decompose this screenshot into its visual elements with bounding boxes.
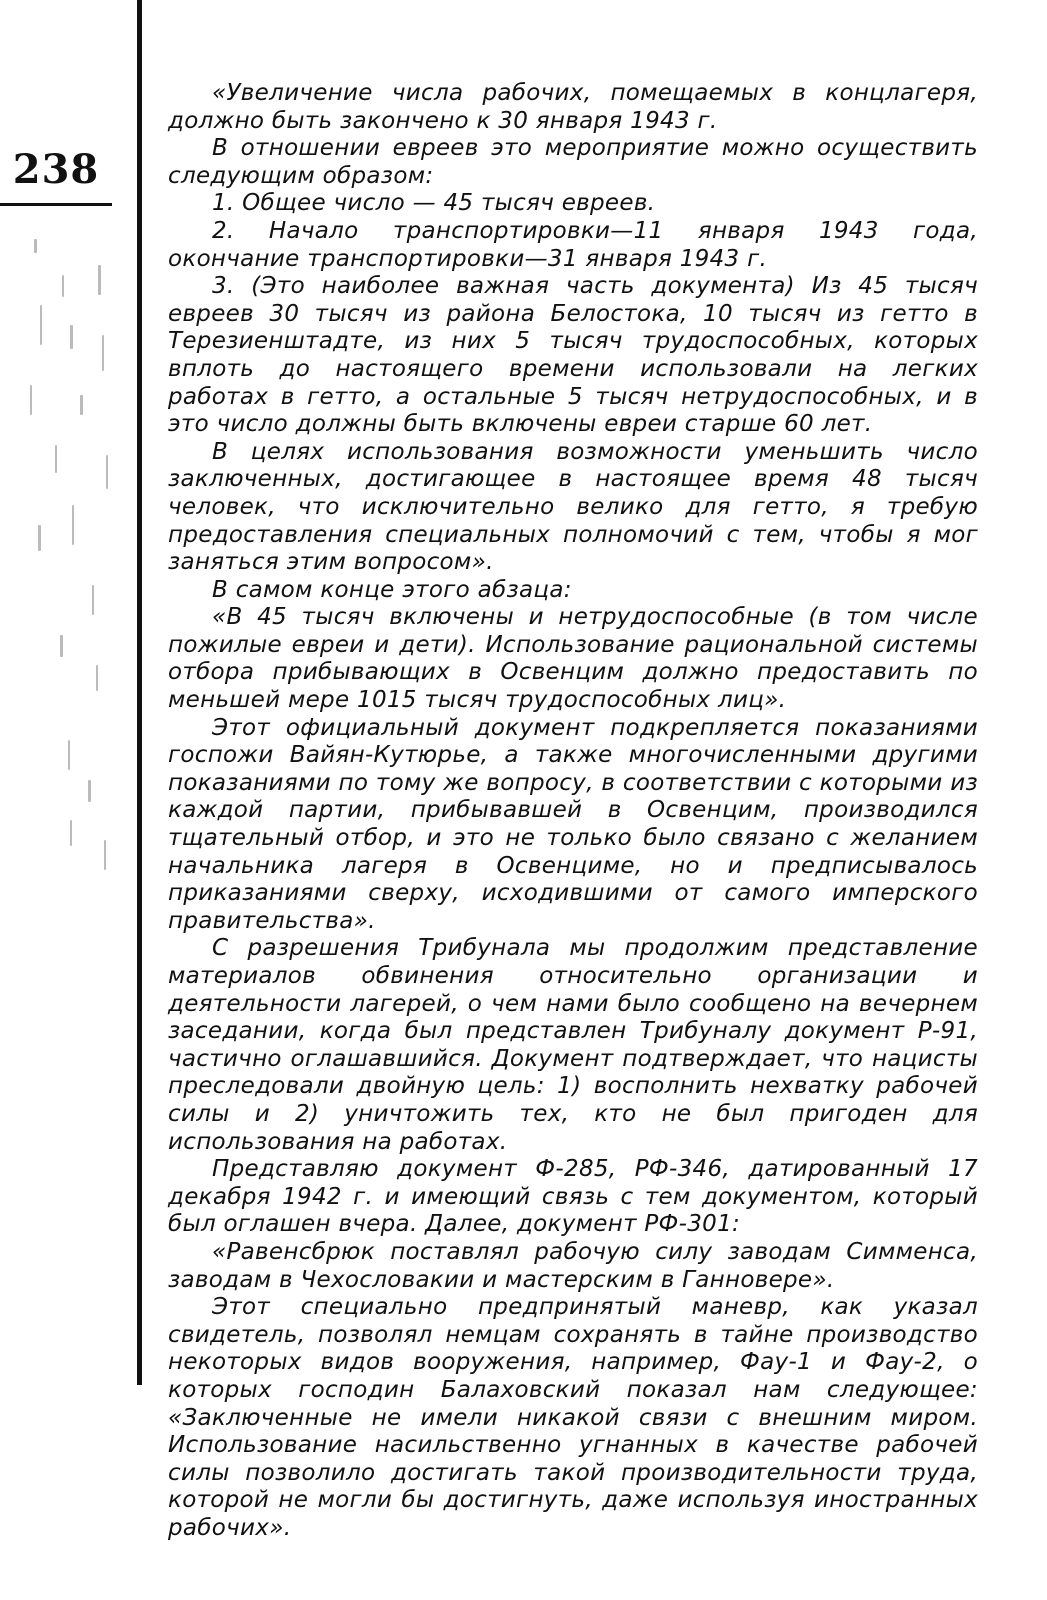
paragraph: Представляю документ Ф-285, РФ-346, датированный 17 декабря 1942 г. и имеющий связь с тем документом, который был оглашен вчера. Далее, документ РФ-301: (168, 1156, 978, 1238)
paragraph: В самом конце этого абзаца: (212, 576, 572, 603)
paragraph: С разрешения Трибунала мы продолжим представление материалов обвинения относительно организации и деятельности лагерей, о чем нами было сообщено на вечернем заседании, когда был представлен Трибуналу документ Р-91, частично оглашавшийся. Документ подтверждает, что нацисты преследовали двойную цель: 1) восполнить нехватку рабочей силы и 2) уничтожить тех, кто не был пригоден для использования на работах. (168, 935, 978, 1155)
paragraph: «Равенсбрюк поставлял рабочую силу заводам Симменса, заводам в Чехословакии и мастерским в Ганновере». (168, 1238, 978, 1293)
paragraph: 2. Начало транспортировки—11 января 1943 года, окончание транспортировки—31 января 1943 г. (168, 217, 978, 272)
paragraph: Этот специально предпринятый маневр, как указал свидетель, позволял немцам сохранять в тайне производство некоторых видов вооружения, например, Фау-1 и Фау-2, о которых господин Балаховский показал нам следующее: «Заключенные не имели никакой связи с внешним миром. Использование насильственно угнанных в качестве рабочей силы позволило достигать такой производительности труда, которой не могли бы достигнуть, даже используя иностранных рабочих». (168, 1294, 978, 1541)
bleed-through-speckle-lower (10, 740, 130, 880)
page-margin (0, 0, 143, 1600)
paragraph: Этот официальный документ подкрепляется показаниями госпожи Вайян-Кутюрье, а также многочисленными другими показаниями по тому же вопросу, в соответствии с которыми из каждой партии, прибывавшей в Освенцим, производился тщательный отбор, и это не только было связано с желанием начальника лагеря в Освенциме, но и предписывалось приказаниями сверху, исходившими от самого имперского правительства». (168, 714, 978, 934)
margin-vertical-rule (137, 0, 142, 1385)
page-number-underline (0, 203, 112, 206)
paragraph: В отношении евреев это мероприятие можно осуществить следующим образом: (168, 135, 978, 189)
main-text (168, 80, 978, 1542)
bleed-through-speckle-upper (10, 235, 130, 705)
paragraph: «Увеличение числа рабочих, помещаемых в концлагеря, должно быть закончено к 30 января 1943 г. (168, 80, 978, 134)
paragraph: 3. (Это наиболее важная часть документа) Из 45 тысяч евреев 30 тысяч из района Белостока, 10 тысяч из гетто в Терезиенштадте, из них 5 тысяч трудоспособных, которых вплоть до настоящего времени использовали на легких работах в гетто, а остальные 5 тысяч нетрудоспособных, и в это число должны быть включены евреи старше 60 лет. (168, 273, 978, 438)
paragraph: 1. Общее число — 45 тысяч евреев. (212, 190, 656, 217)
paragraph: В целях использования возможности уменьшить число заключенных, достигающее в настоящее время 48 тысяч человек, что исключительно велико для гетто, я требую предоставления специальных полномочий с тем, чтобы я мог заняться этим вопросом». (168, 438, 978, 576)
page-number: 238 (12, 146, 100, 193)
paragraph: «В 45 тысяч включены и нетрудоспособные (в том числе пожилые евреи и дети). Использование рациональной системы отбора прибывающих в Освенцим должно предоставить по меньшей мере 1015 тысяч трудоспособных лиц». (168, 604, 978, 714)
